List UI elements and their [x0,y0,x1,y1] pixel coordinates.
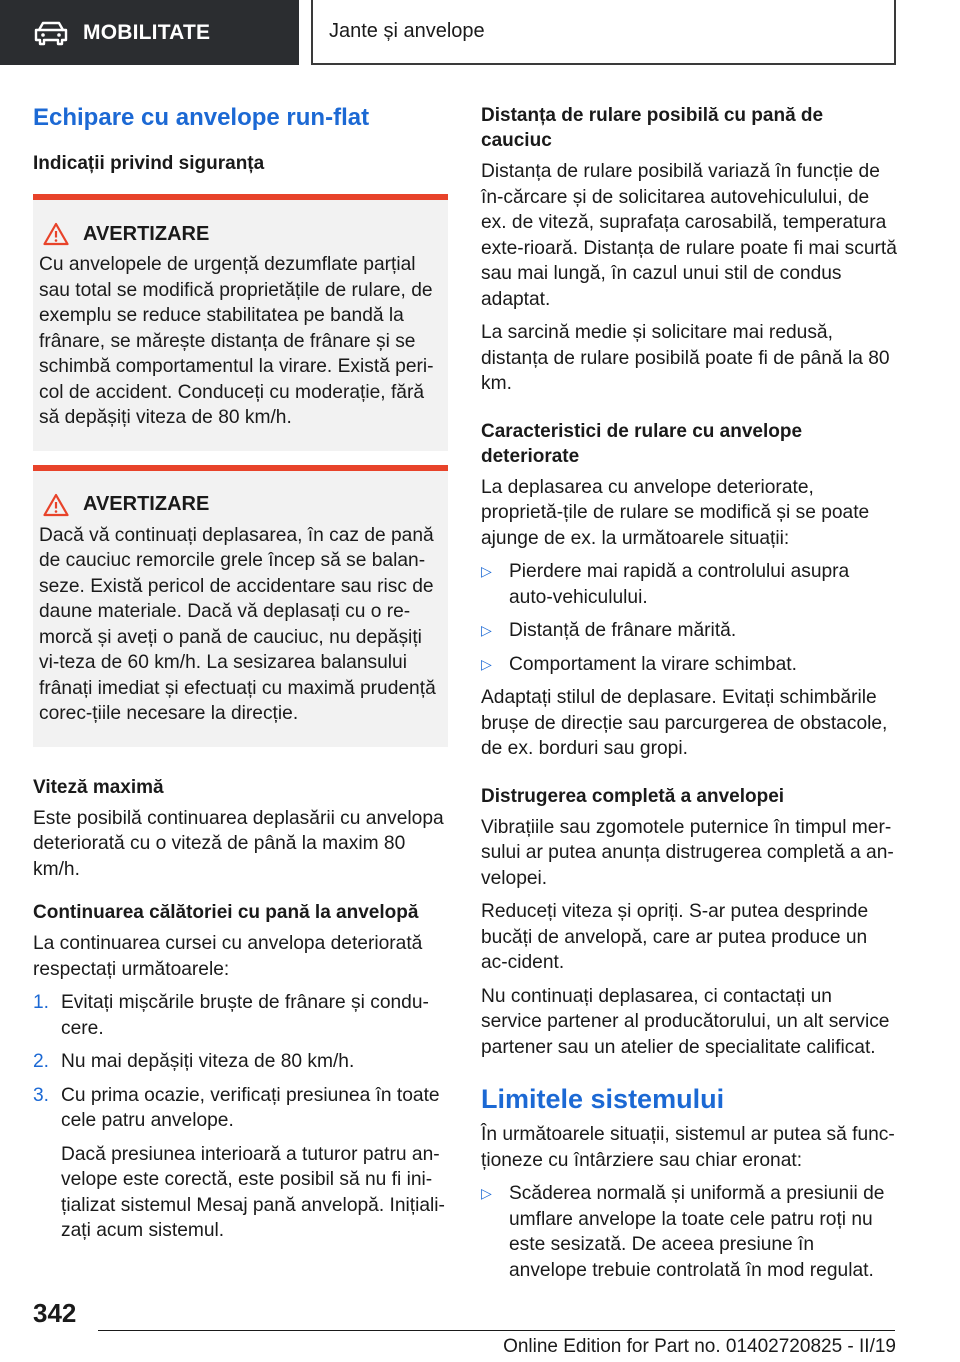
page-number: 342 [33,1298,77,1328]
limits-title: Limitele sistemului [481,1084,725,1114]
list-item: ▷ Distanță de frânare mărită. [481,618,897,644]
safety-heading: Indicații privind siguranța [33,153,265,174]
warning-triangle-icon [43,493,69,517]
max-speed-text: Este posibilă continuarea deplasării cu anvelopa deteriorată cu o viteză de până la maxim 80 km/h. [33,807,444,880]
destroy-heading: Distrugerea completă a anvelopei [481,785,785,807]
step3-note: Dacă presiunea interioară a tuturor patru an-velope este corectă, este posibil să nu fi ini-țializat sistemul Mesaj pană anvelopă. Inițiali-zați acum sistemul. [61,1143,445,1241]
chapter-title: Jante și anvelope [329,20,485,42]
steps-list [33,990,448,1134]
warning-text: Cu anvelopele de urgență dezumflate parțial sau total se modifică proprietățile de rulare, de exemplu se reduce stabilitatea pe bandă la frânare, se mărește distanța de frânare și se schimbă comportamentul la virare. Există peri-col de accident. Conduceți cu moderație, fără să depășiți viteza de 80 km/h. [39,254,434,428]
destroy-text-3: Nu continuați deplasarea, ci contactați un service partener al producătorului, un alt service partener sau un atelier de specialitate calificat. [481,985,890,1058]
list-item: 2. Nu mai depășiți viteza de 80 km/h. [33,1051,355,1072]
car-icon [33,20,69,46]
warning-box-1 [33,194,448,451]
bullet-marker-icon: ▷ [481,655,492,672]
warning-text: Dacă vă continuați deplasarea, în caz de pană de cauciuc remorcile grele încep să se balan-seze. Există pericol de accidentare sau risc de daune materiale. Dacă vă deplasați cu o re-morcă și aveți o pană de cauciuc, nu depășiți vi-teza de 60 km/h. La sesizarea balansului frânați imediat și efectuați cu maximă prudență corec-țiile necesare la direcție. [39,524,436,724]
distance-text-1: Distanța de rulare posibilă variază în funcție de în-cărcare și de solicitarea autovehiculului, de ex. de viteză, suprafața carosabilă, temperatura exte-rioară. Distanța de rulare poate fi mai scurtă sau mai lungă, în cazul unui stil de condus adaptat. [481,161,897,310]
char-after: Adaptați stilul de deplasare. Evitați schimbările brușe de direcție sau parcurgerea de obstacole, de ex. borduri sau gropi. [481,687,888,759]
chapter-tab [311,0,896,65]
continue-heading: Continuarea călătoriei cu pană la anvelopă [33,902,419,923]
left-column [33,103,448,1244]
destroy-text-1: Vibrațiile sau zgomotele puternice în timpul mer-sului ar putea anunța distrugerea completă a an-velopei. [481,816,894,889]
max-speed-heading: Viteză maximă [33,776,164,798]
continue-text: La continuarea cursei cu anvelopa deteriorată respectați următoarele: [33,933,423,980]
list-item: ▷ Pierdere mai rapidă a controlului asupra auto-vehiculului. [481,559,897,610]
warning-triangle-icon [43,222,69,246]
distance-text-2: La sarcină medie și solicitare mai redusă, distanța de rulare posibilă poate fi de până la 80 km. [481,322,890,394]
bullet-marker-icon: ▷ [481,622,492,638]
list-item: 3. Cu prima ocazie, verificați presiunea în toate cele patru anvelope. [33,1084,440,1131]
list-item: ▷ Comportament la virare schimbat. [481,652,897,678]
list-item: 1. Evitați mișcările bruște de frânare și condu-cere. [33,992,429,1039]
bullet-marker-icon: ▷ [481,1185,492,1201]
right-column [481,103,897,1283]
warning-label: AVERTIZARE [83,493,210,515]
section-title: MOBILITATE [83,20,211,44]
warning-label: AVERTIZARE [83,222,210,245]
warning-box-2 [33,465,448,747]
char-heading: Caracteristici de rulare cu anvelope deteriorate [481,420,803,467]
limits-bullets [481,1181,897,1283]
distance-heading: Distanța de rulare posibilă cu pană de cauciuc [481,105,824,151]
list-item: ▷ Scăderea normală și uniformă a presiunii de umflare anvelope la toate cele patru roți nu este sesizată. De aceea presiune în anvelope trebuie controlată în mod regulat. [481,1181,897,1283]
limits-text: În următoarele situații, sistemul ar putea să func-ționeze cu întârziere sau chiar eronat: [481,1124,895,1171]
section-tab [0,0,299,65]
edition-text: Online Edition for Part no. 01402720825 - II/19 [503,1336,896,1357]
char-bullets [481,559,897,677]
footer-divider [98,1330,895,1331]
destroy-text-2: Reduceți viteza și opriți. S-ar putea desprinde bucăți de anvelopă, care ar putea produce un ac-cident. [481,901,869,973]
char-text: La deplasarea cu anvelope deteriorate, proprietă-țile de rulare se modifică și se poate ajunge de ex. la următoarele situații: [481,476,870,549]
runflat-title: Echipare cu anvelope run-flat [33,104,370,131]
bullet-marker-icon: ▷ [481,563,492,579]
